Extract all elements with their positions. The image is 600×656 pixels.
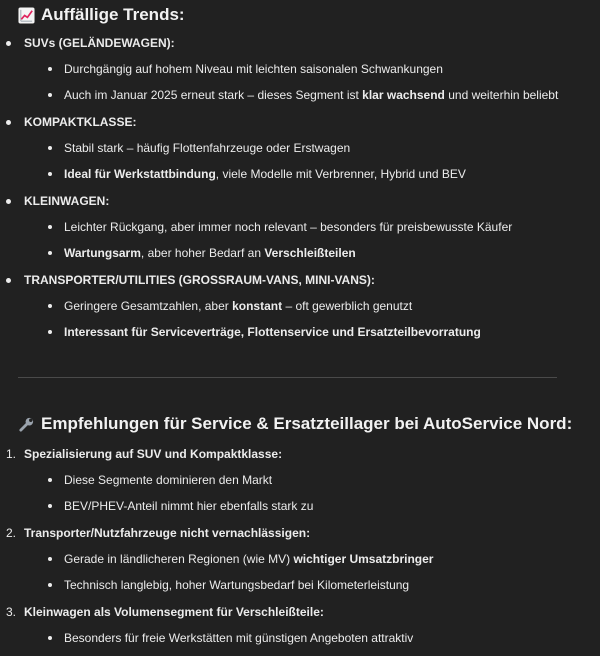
bullet-icon [48, 583, 52, 587]
list-number: 3. [6, 605, 17, 619]
sub-list-item [64, 88, 558, 102]
list-item [6, 526, 311, 540]
sub-list-item [64, 552, 433, 566]
sub-list-item [64, 220, 512, 234]
bullet-icon [48, 636, 52, 640]
wrench-icon [18, 416, 35, 433]
list-item [24, 36, 175, 50]
bullet-icon [48, 225, 52, 229]
sub-list-item [64, 325, 481, 339]
section-heading-trends [18, 5, 185, 25]
bullet-icon [48, 330, 52, 334]
text: Auch im Januar 2025 erneut stark – dieses Segment ist [64, 88, 363, 102]
list-item [24, 115, 136, 129]
sub-list-item [64, 499, 313, 513]
list-item [24, 273, 375, 287]
sub-list-item [64, 473, 272, 487]
text: Stabil stark – häufig Flottenfahrzeuge oder Erstwagen [64, 141, 351, 155]
bullet-icon [48, 93, 52, 97]
bullet-icon [6, 41, 11, 46]
bold-text: Wartungsarm [64, 246, 141, 260]
list-item-label: SUVs (GELÄNDEWAGEN): [24, 36, 175, 50]
list-number: 1. [6, 447, 17, 461]
sub-list-item [64, 167, 466, 181]
section-title: Empfehlungen für Service & Ersatzteillager bei AutoService Nord: [41, 414, 573, 433]
bullet-icon [48, 67, 52, 71]
list-item [6, 447, 283, 461]
sub-list-item [64, 246, 356, 260]
section-title: Auffällige Trends: [41, 5, 185, 24]
list-item [6, 605, 324, 619]
bold-text: wichtiger Umsatzbringer [293, 552, 434, 566]
text: – oft gewerblich genutzt [282, 299, 413, 313]
bullet-icon [6, 278, 11, 283]
bullet-icon [6, 199, 11, 204]
bold-text: Ideal für Werkstattbindung [64, 167, 216, 181]
text: Diese Segmente dominieren den Markt [64, 473, 273, 487]
bullet-icon [48, 504, 52, 508]
list-item-label: Kleinwagen als Volumensegment für Verschleißteile: [24, 605, 324, 619]
bullet-icon [6, 120, 11, 125]
list-number: 2. [6, 526, 17, 540]
bullet-icon [48, 304, 52, 308]
text: Durchgängig auf hohem Niveau mit leichten saisonalen Schwankungen [64, 62, 443, 76]
bullet-icon [48, 557, 52, 561]
text: Gerade in ländlicheren Regionen (wie MV) [64, 552, 294, 566]
bullet-icon [48, 478, 52, 482]
sub-list-item [64, 299, 412, 313]
list-item-label: KOMPAKTKLASSE: [24, 115, 137, 129]
list-item-label: Spezialisierung auf SUV und Kompaktklasse: [24, 447, 283, 461]
text: BEV/PHEV-Anteil nimmt hier ebenfalls stark zu [64, 499, 314, 513]
text: Leichter Rückgang, aber immer noch relevant – besonders für preisbewusste Käufer [64, 220, 513, 234]
sub-list-item [64, 141, 350, 155]
section-heading-recommendations [18, 414, 572, 434]
bold-text: klar wachsend [362, 88, 445, 102]
text: , viele Modelle mit Verbrenner, Hybrid und BEV [215, 167, 466, 181]
sub-list-item [64, 578, 409, 592]
divider [18, 377, 557, 378]
bullet-icon [48, 172, 52, 176]
list-item-label: Transporter/Nutzfahrzeuge nicht vernachlässigen: [24, 526, 311, 540]
text: und weiterhin beliebt [444, 88, 559, 102]
bullet-icon [48, 146, 52, 150]
bold-text: Interessant für Serviceverträge, Flottenservice und Ersatzteilbevorratung [64, 325, 481, 339]
list-item [24, 194, 109, 208]
text: Technisch langlebig, hoher Wartungsbedarf bei Kilometerleistung [64, 578, 410, 592]
bullet-icon [48, 251, 52, 255]
list-item-label: KLEINWAGEN: [24, 194, 110, 208]
bold-text: konstant [232, 299, 283, 313]
text: Besonders für freie Werkstätten mit günstigen Angeboten attraktiv [64, 631, 414, 645]
chart-increasing-icon [18, 7, 35, 24]
sub-list-item [64, 62, 443, 76]
sub-list-item [64, 631, 413, 645]
text: Geringere Gesamtzahlen, aber [64, 299, 233, 313]
text: , aber hoher Bedarf an [140, 246, 265, 260]
bold-text: Verschleißteilen [264, 246, 356, 260]
list-item-label: TRANSPORTER/UTILITIES (GROSSRAUM-VANS, MINI-VANS): [24, 273, 375, 287]
